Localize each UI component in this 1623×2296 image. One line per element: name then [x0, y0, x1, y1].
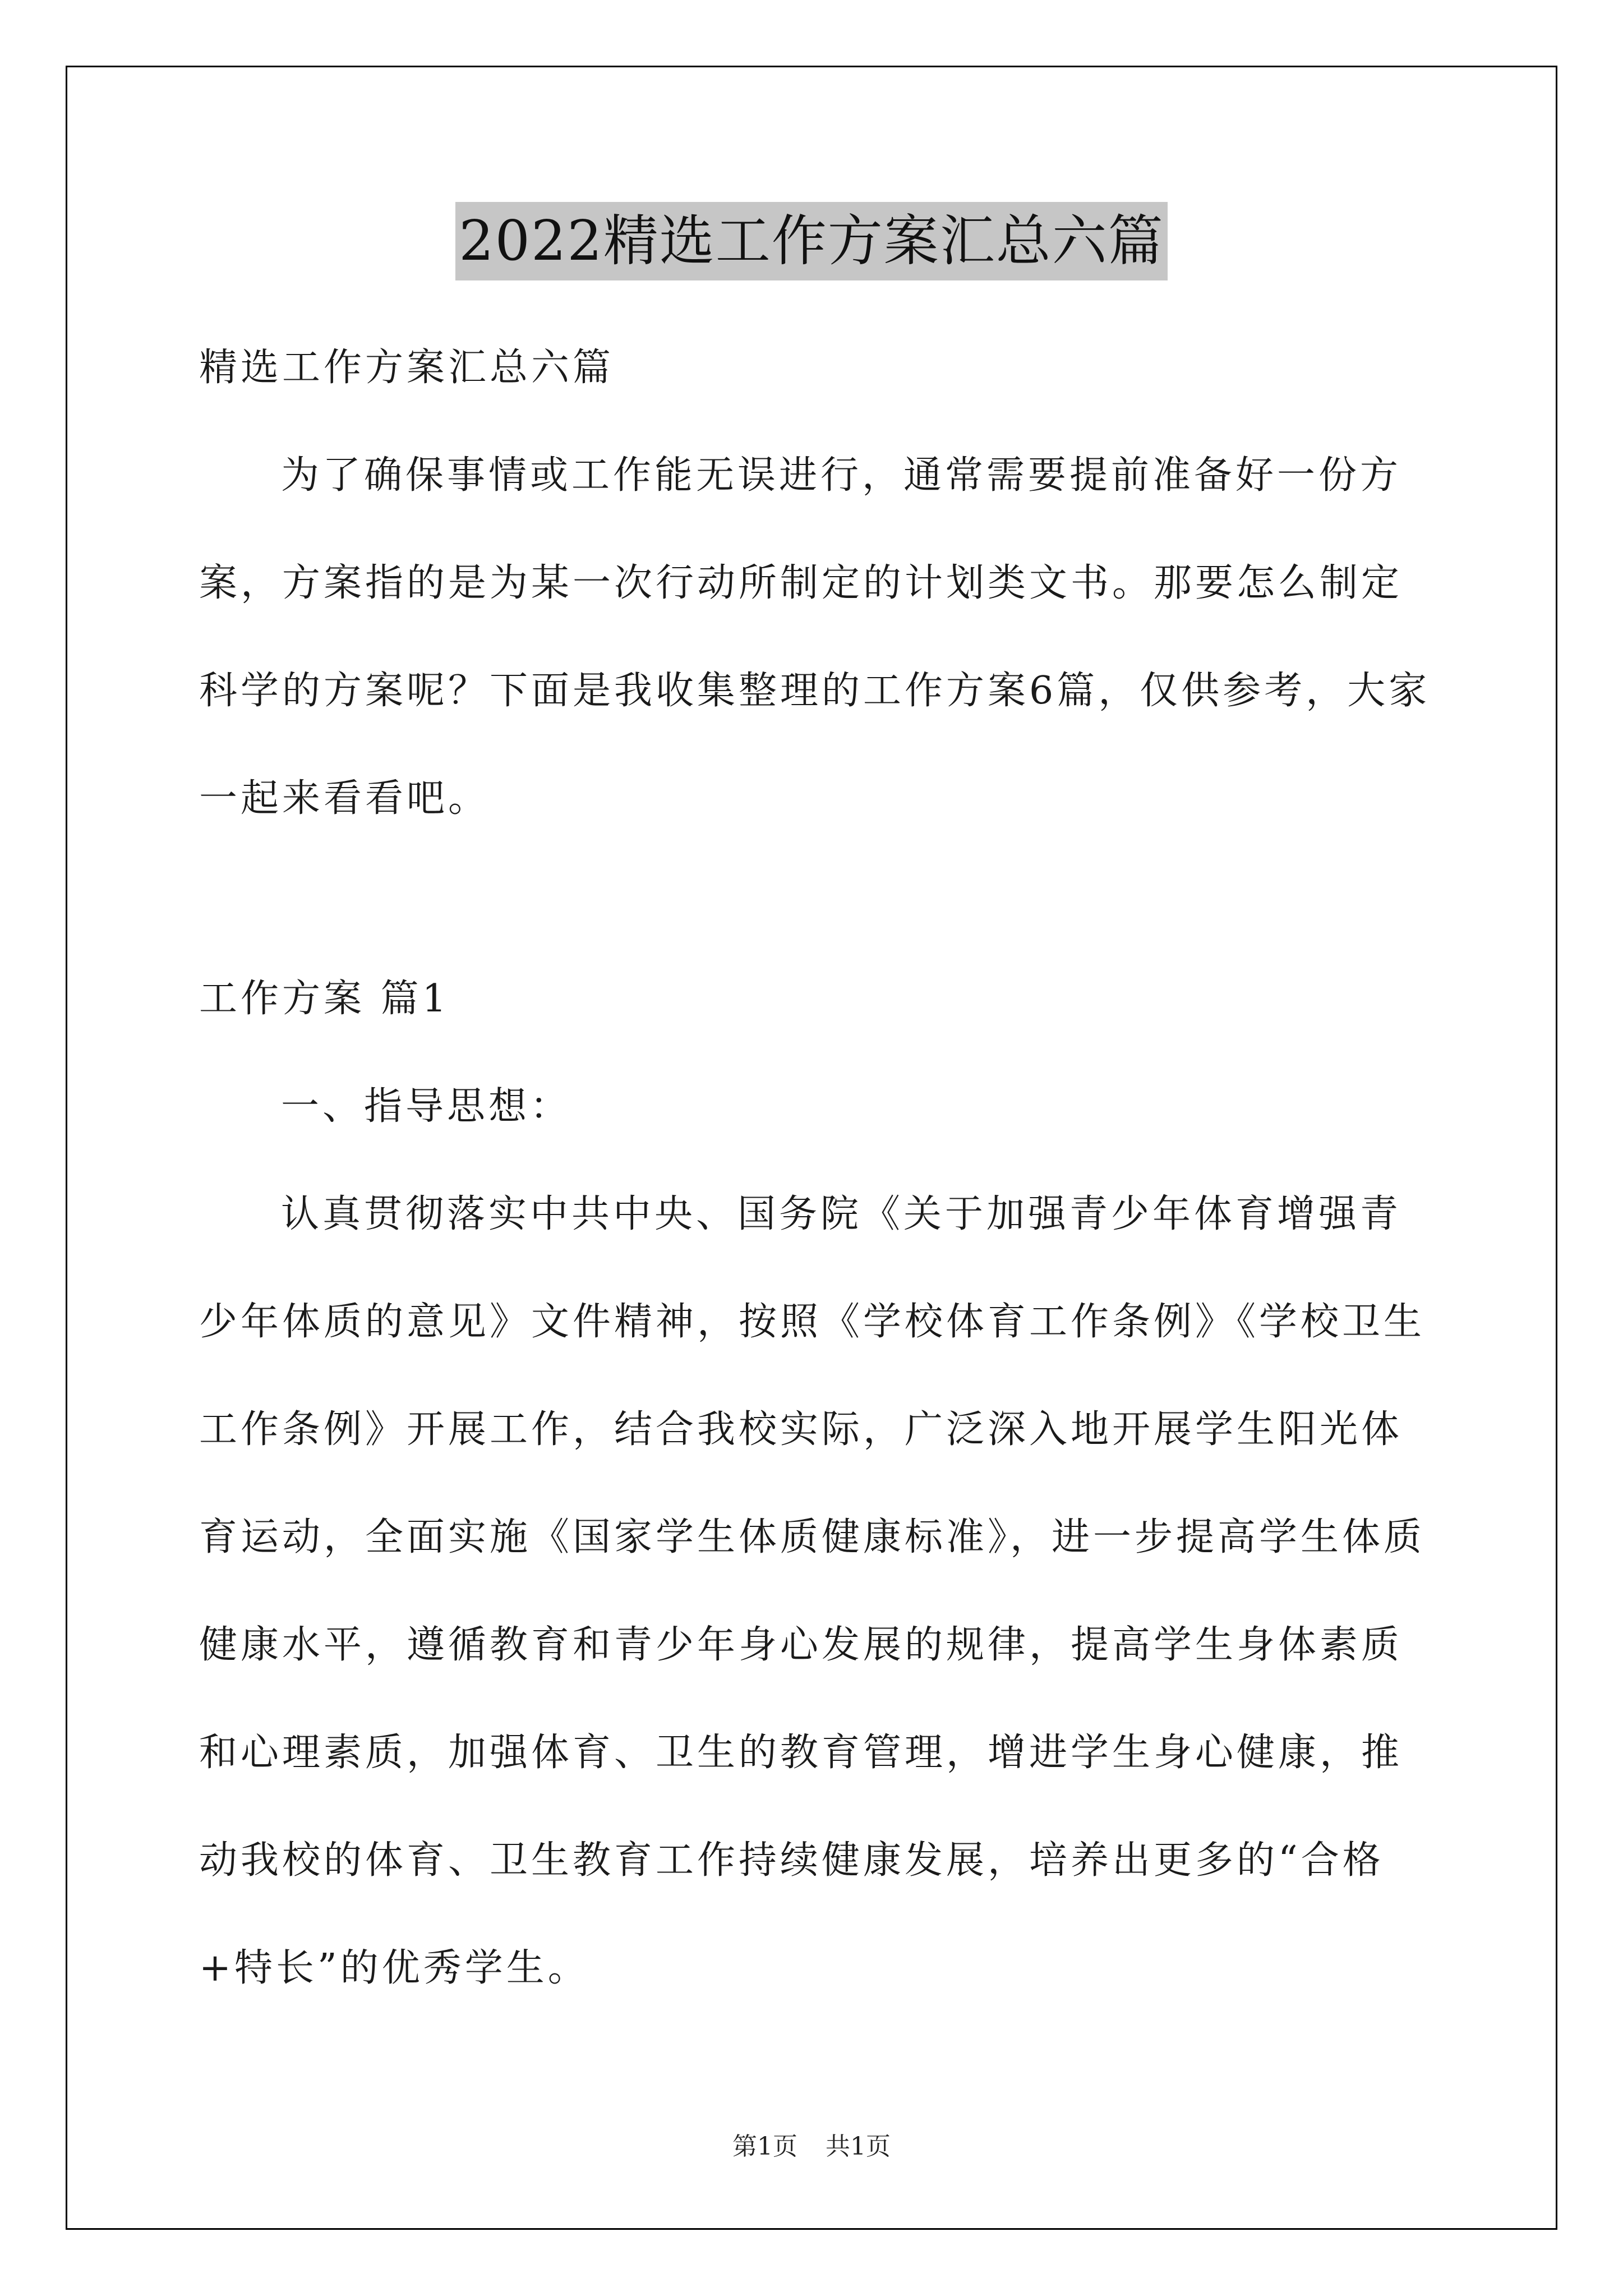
intro-paragraph: 为了确保事情或工作能无误进行，通常需要提前准备好一份方案，方案指的是为某一次行动所制定的计划类文书。那要怎么制定科学的方案呢？下面是我收集整理的工作方案6篇，仅供参考，大家一起来看看吧。: [199, 453, 1431, 821]
section-heading: 工作方案 篇1: [199, 977, 450, 1021]
page-number-total: 共1页: [826, 2132, 891, 2161]
document-subtitle: 精选工作方案汇总六篇: [199, 346, 615, 390]
paragraph-spacer: [199, 853, 1433, 945]
body-paragraph: 认真贯彻落实中共中央、国务院《关于加强青少年体育增强青少年体质的意见》文件精神，按照《学校体育工作条例》《学校卫生工作条例》开展工作，结合我校实际，广泛深入地开展学生阳光体育运动，全面实施《国家学生体质健康标准》，进一步提高学生体质健康水平，遵循教育和青少年身心发展的规律，提高学生身体素质和心理素质，加强体育、卫生的教育管理，增进学生身心健康，推动我校的体育、卫生教育工作持续健康发展，培养出更多的“合格+特长”的优秀学生。: [199, 1192, 1426, 1990]
document-body: [199, 314, 1433, 2022]
title-container: [0, 202, 1623, 280]
page-number-current: 第1页: [732, 2132, 797, 2161]
page-footer: [0, 2126, 1623, 2162]
document-title: 2022精选工作方案汇总六篇: [455, 202, 1167, 280]
subheading: 一、指导思想：: [281, 1084, 572, 1129]
